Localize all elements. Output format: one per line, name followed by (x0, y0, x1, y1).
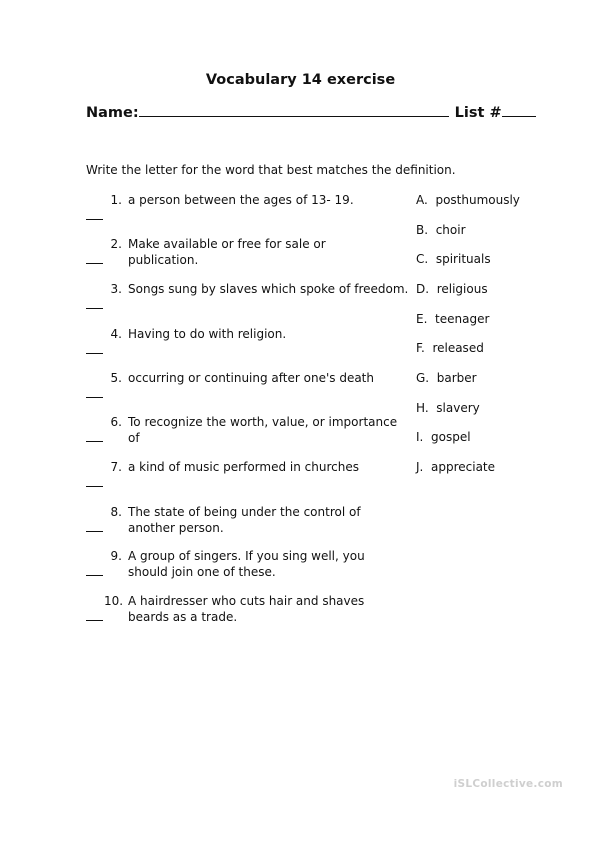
option-word: barber (436, 371, 477, 385)
option-word: gospel (431, 430, 471, 444)
definition-text: Having to do with religion. (128, 327, 287, 341)
word-bank-option (416, 460, 495, 474)
answer-blank[interactable] (86, 604, 103, 621)
word-bank-option (416, 193, 520, 207)
option-letter: J. (416, 460, 424, 474)
definition-text: a kind of music performed in churches (128, 460, 359, 474)
definition-number: 3. (110, 282, 122, 296)
answer-blank[interactable] (86, 470, 103, 487)
option-letter: E. (416, 312, 428, 326)
word-bank-option (416, 430, 471, 444)
option-word: choir (435, 223, 466, 237)
definition-number: 7. (110, 460, 122, 474)
answer-blank[interactable] (86, 292, 103, 309)
option-letter: G. (416, 371, 430, 385)
definition-text: occurring or continuing after one's death (128, 371, 374, 385)
option-word: teenager (435, 312, 490, 326)
word-bank-option (416, 312, 489, 326)
option-letter: H. (416, 401, 429, 415)
option-letter: D. (416, 282, 430, 296)
watermark: iSLCollective.com (453, 778, 563, 790)
word-bank-option (416, 341, 484, 355)
page-title: Vocabulary 14 exercise (205, 72, 396, 88)
definition-number: 2. (110, 237, 122, 251)
name-label: Name: (86, 105, 139, 121)
answer-blank[interactable] (86, 203, 103, 220)
answer-blank[interactable] (86, 515, 103, 532)
definition-text: Make available or free for sale or publication. (128, 237, 326, 267)
name-header (86, 102, 536, 121)
definition-text: Songs sung by slaves which spoke of freedom. (128, 282, 409, 296)
definition-text: a person between the ages of 13- 19. (128, 193, 354, 207)
option-word: spirituals (435, 252, 491, 266)
definition-text: A hairdresser who cuts hair and shaves beards as a trade. (128, 594, 365, 624)
word-bank-option (416, 371, 477, 385)
definition-number: 8. (110, 505, 122, 519)
option-word: slavery (436, 401, 480, 415)
option-letter: C. (416, 252, 429, 266)
list-label: List # (454, 105, 502, 121)
answer-blank[interactable] (86, 337, 103, 354)
definition-number: 5. (110, 371, 122, 385)
option-word: appreciate (431, 460, 496, 474)
word-bank-option (416, 252, 491, 266)
option-letter: B. (416, 223, 429, 237)
word-bank-option (416, 401, 480, 415)
definition-text: A group of singers. If you sing well, you should join one of these. (128, 549, 365, 579)
name-blank-line[interactable] (139, 102, 449, 117)
option-word: posthumously (435, 193, 520, 207)
definition-number: 6. (110, 415, 122, 429)
answer-blank[interactable] (86, 425, 103, 442)
option-word: released (432, 341, 484, 355)
answer-blank[interactable] (86, 247, 103, 264)
list-number-blank-line[interactable] (502, 102, 536, 117)
option-letter: I. (416, 430, 424, 444)
word-bank-option (416, 282, 488, 296)
instructions: Write the letter for the word that best matches the definition. (86, 163, 456, 177)
option-letter: A. (416, 193, 428, 207)
answer-blank[interactable] (86, 559, 103, 576)
definition-number: 9. (110, 549, 122, 563)
definition-number: 10. (104, 594, 124, 608)
definition-number: 1. (110, 193, 122, 207)
definition-text: To recognize the worth, value, or importance of (128, 415, 398, 445)
definition-text: The state of being under the control of another person. (128, 505, 361, 535)
option-word: religious (436, 282, 488, 296)
word-bank-option (416, 223, 466, 237)
definition-number: 4. (110, 327, 122, 341)
option-letter: F. (416, 341, 425, 355)
answer-blank[interactable] (86, 381, 103, 398)
